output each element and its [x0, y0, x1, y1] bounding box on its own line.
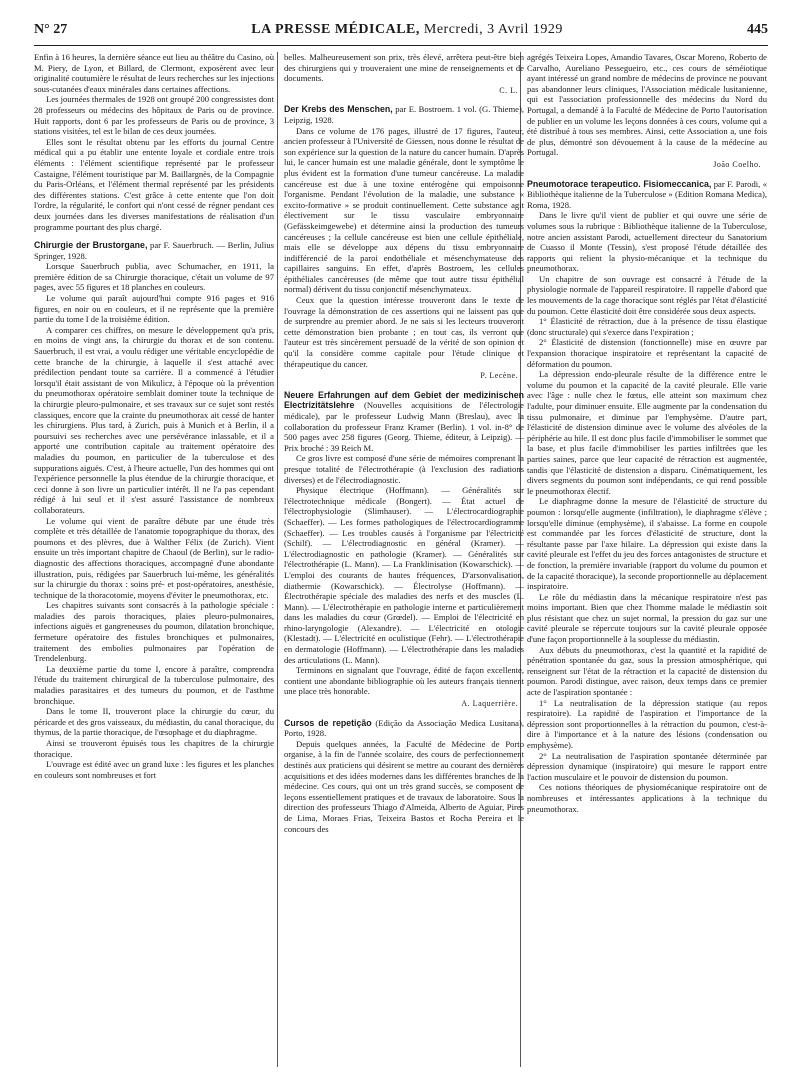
- paragraph: A comparer ces chiffres, on mesure le développement qu'a pris, en moins de vingt ans, la chirurgie du thorax et de son contenu. Sauerbruch, il est vrai, a voulu rédiger une véritable encyclopédie de cette branche de la chirurgie, à laquelle il s'est attaché avec prédilection pendant toute sa carrière. Il a commencé à l'étudier lorsqu'il était assistant de von Mikulicz, à l'époque où la prévention du pneumothorax opératoire semblait dominer toute la technique de la chirurgie pleuro-pulmonaire, et ses travaux sur ce sujet sont restés classiques, encore que la crainte du pneumothorax ait cessé de hanter les chirurgiens. Plus tard, à Zurich, puis à Munich et à Berlin, il a poursuivi ses recherches avec une persévérance inlassable, et il a apporté une contribution capitale au traitement opératoire des maladies du poumon, en particulier de la tuberculose et des suppurations aiguës. C'est, à l'heure actuelle, l'un des hommes qui ont l'expérience personnelle la plus étendue de la chirurgie thoracique, et ceci donne à son livre un particulier intérêt. Il ne l'a pas cependant rédigé à lui seul et il s'est assuré l'assistance de nombreux collaborateurs.: [34, 324, 274, 515]
- paragraph: Dans le livre qu'il vient de publier et qui ouvre une série de volumes sous la rubrique : Bibliothèque italienne de la Tuberculose, notre ancien assistant Parodi, actuellement directeur du Sanatorium de Cuasso il Monte (Tessin), s'est proposé l'étude détaillée des rapports qui relient la physio-mécanique et la technique du pneumothorax.: [527, 210, 767, 274]
- issue-date: Mercredi, 3 Avril 1929: [423, 22, 563, 37]
- signature: João Coelho.: [713, 159, 761, 169]
- paragraph: Physique électrique (Hoffmann). — Généralités sur l'électrotechnique médicale (Bongert). — État actuel de l'électrophysiologie (Slimhauser). — L'électrocardiographie (Schaeffer). — Les formes pathologiques de l'électrocardiogramme (Schaeffer). — Les troubles causés à l'organisme par l'électricité (Schilf). — L'électrodiagnostic en général (Kramer). — L'électrodiagnostic en pathologie (Kramer). — Généralités sur l'électrothérapie (L. Mann). — La Franklinisation (Kowarschick). — L'emploi des courants de hautes fréquences, D'arsonvalisation, diathermie (Kowarschick). — Électrolyse (Hoffmann). — Électrothérapie spéciale des maladies des nerfs et des muscles (L. Mann). — L'électrothérapie en pathologie interne et particulièrement dans les maladies du cœur (Grœdel). — Emploi de l'électricité en rhino-laryngologie (Alexandre). — L'électricité en otologie (Klestadt). — L'électricité en oculistique (Fehr). — L'électrothérapie en dermatologie (Hoffmann). — L'électrothérapie dans les maladies des articulations (L. Mann).: [284, 485, 524, 665]
- review-citation: par E. Bostroem. 1 vol. (G. Thieme), Leipzig, 1928.: [284, 104, 524, 125]
- paragraph: Ainsi se trouveront épuisés tous les chapitres de la chirurgie thoracique.: [34, 738, 274, 759]
- paragraph: Lorsque Sauerbruch publia, avec Schumacher, en 1911, la première édition de sa Chirurgie thoracique, c'était un volume de 97 pages, avec 55 figures et 18 planches en couleurs.: [34, 261, 274, 293]
- paragraph: 2° Élasticité de distension (fonctionnelle) mise en œuvre par l'expansion thoracique inspiratoire et représentant la capacité de déformation du poumon.: [527, 337, 767, 369]
- column-left: [34, 52, 274, 1062]
- paragraph: Aux débuts du pneumothorax, c'est la quantité et la rapidité de pénétration spontanée du gaz, sous la pression atmosphérique, qui renseignent sur l'état de la rétraction et la capacité de distension du poumon. Parodi distingue, avec raison, deux temps dans ce premier acte de l'aspiration spontanée :: [527, 644, 767, 698]
- paragraph: 2° La neutralisation de l'aspiration spontanée déterminée par dépression dynamique (inspiratoire) qui mesure le rapport entre l'action musculaire et le pouvoir de distension du poumon.: [527, 750, 767, 782]
- review-heading: [34, 240, 274, 261]
- column-right: [527, 52, 767, 1062]
- review-heading: [284, 390, 524, 454]
- column-middle: [284, 52, 524, 1062]
- paragraph: La deuxième partie du tome I, encore à paraître, comprendra l'étude du traitement chirurgical de la tuberculose pulmonaire, des maladies parasitaires et des tumeurs du poumon, et de l'asthme bronchique.: [34, 663, 274, 706]
- paragraph: Les chapitres suivants sont consacrés à la pathologie spéciale : maladies des parois thoraciques, plaies pleuro-pulmonaires, infections aiguës et gangreneuses du poumon, dilatation bronchique, fermeture opératoire des fistules bronchiques et pulmonaires, traitement des embolies pulmonaires par l'opération de Trendelenburg.: [34, 600, 274, 664]
- paragraph: Les journées thermales de 1928 ont groupé 200 congressistes dont 28 professeurs ou médecins des hôpitaux de Paris ou de province. Huit rapports, dont 6 par les professeurs de Paris ou de province, 3 stations visitées, tel est le bilan de ces deux journées.: [34, 94, 274, 137]
- signature: P. Lecène.: [480, 371, 518, 381]
- paragraph: La dépression endo-pleurale résulte de la différence entre le volume du poumon et la capacité de la cavité pleurale. Elle varie avec l'âge : nulle chez le fœtus, elle atteint son maximum chez l'adulte, pour diminuer ensuite. Elle augmente par la condensation du tissu pulmonaire, et diminue par l'emphysème. D'autre part, l'élasticité de distension diminue avec le volume des alvéoles de la périphérie au hile. Il est donc plus facile d'immobiliser le sommet que la base, et plus facile d'immobiliser les parties infiltrées que les parties saines, parce que leur capacité de rétraction est augmentée, tandis que l'élasticité de distension a disparu. Cinématiquement, les divers segments du poumon sont indépendants, ce qui rend possible le pneumothorax électif.: [527, 369, 767, 496]
- paragraph: Ces notions théoriques de physiomécanique respiratoire ont de nombreuses et intéressantes applications à la technique du pneumothorax.: [527, 782, 767, 814]
- journal-masthead: [251, 22, 563, 38]
- review-title: Cursos de repetição: [284, 717, 372, 728]
- paragraph: Un chapitre de son ouvrage est consacré à l'étude de la physiologie normale de l'appareil respiratoire. Il rappelle d'abord que les mouvements de la cage thoracique sont réglés par l'état d'élasticité du poumon. Cette élasticité doit être considérée sous deux aspects.: [527, 273, 767, 316]
- paragraph: Dans ce volume de 176 pages, illustré de 17 figures, l'auteur, ancien professeur à l'Université de Giessen, nous donne le résultat de son expérience sur la question de la nature du cancer humain. D'après lui, le cancer humain est une maladie générale, dont le symptôme le plus évident est la formation d'une tumeur cancéreuse. La maladie cancéreuse est due à une toxine entérogène qui empoisonne l'organisme. Pendant l'évolution de la maladie, une substance « excito-formative » se produit continuellement. Cette substance agit électivement sur le tissu vasculaire embryonnaire (Gefässkeimgewebe) et détermine ainsi la production des tumeurs cancéreuses ; la cellule cancéreuse est bien une cellule épithéliale, mais elle se développe aux dépens du tissu embryonnaire indifférencié de la paroi endothéliale et mésenchymateuse des capillaires sanguins. En effet, d'après Bostroem, les cellules épithéliales cancéreuses (de même que tout autre tissu épithélial normal) dérivent du tissu conjonctif mésenchymateux.: [284, 125, 524, 295]
- paragraph: Le rôle du médiastin dans la mécanique respiratoire n'est pas moins important. Bien que chez l'homme malade le médiastin soit plus résistant que chez un sujet normal, la pression du gaz sur une cavité pleurale se répercute toujours sur la cavité pleurale opposée d'une façon proportionnelle à la souplesse du médiastin.: [527, 591, 767, 645]
- review-title: Der Krebs des Menschen,: [284, 104, 393, 115]
- review-heading: [284, 718, 524, 739]
- journal-title: LA PRESSE MÉDICALE,: [251, 22, 420, 37]
- header-rule: [34, 45, 768, 46]
- review-citation: (Nouvelles acquisitions de l'électrologie médicale), par le professeur Ludwig Mann (Breslau), avec la collaboration du professeur Franz Kramer (Berlin). 1 vol. in-8° de 500 pages avec 258 figures (Georg. Thieme, éditeur, à Leipzig). — Prix broché : 39 Reich M.: [284, 400, 524, 453]
- review-heading: [527, 179, 767, 211]
- paragraph: Le volume qui paraît aujourd'hui compte 916 pages et 916 figures, en noir ou en couleurs, et il ne représente que la première partie du tome I de la troisième édition.: [34, 293, 274, 325]
- paragraph: Enfin à 16 heures, la dernière séance eut lieu au théâtre du Casino, où M. Piery, de Lyon, et Billard, de Clermont, exposèrent avec leur originalité coutumière le résultat de leurs recherches sur les injections sous-cutanées d'eaux minérales dans certaines affections.: [34, 52, 274, 94]
- paragraph: Le diaphragme donne la mesure de l'élasticité de structure du poumon : lorsqu'elle augmente (infiltration), le diaphragme s'élève ; lorsqu'elle diminue (emphysème), il s'abaisse. La forme en coupole est commandée par les forces d'élasticité de structure, dont la résultante passe par l'axe hilaire. La dépression qui existe dans la cavité pleurale est l'effet du jeu des forces antagonistes de structure et de fonction, la première invariable (rapport du volume du poumon et de la capacité thoracique), la seconde proportionnelle au déplacement inspiratoire.: [527, 496, 767, 592]
- paragraph: Terminons en signalant que l'ouvrage, édité de façon excellente, contient une abondante bibliographie où les auteurs français tiennent une place très honorable.: [284, 665, 524, 697]
- paragraph: 1° Élasticité de rétraction, due à la présence de tissu élastique (donc structurale) qui s'exerce dans l'expiration ;: [527, 316, 767, 337]
- paragraph: Ceux que la question intéresse trouveront dans le texte de l'ouvrage la démonstration de ces assertions qui ne laissent pas que de surprendre au premier abord. Je ne sais si les lecteurs trouveront cette démonstration bien probante ; en tout cas, ils verront que l'auteur est très sincèrement persuadé de la vérité de son opinion et qu'il la considère comme capitale pour l'étude clinique et thérapeutique du cancer.: [284, 295, 524, 369]
- paragraph: Le volume qui vient de paraître débute par une étude très complète et très détaillée de l'anatomie topographique du thorax, des poumons et des plèvres, due à Walther Félix (de Zurich). Vient ensuite un très important chapitre de Chaoul (de Berlin), sur le radio-diagnostic des affections thoraciques, accompagné d'une abondante illustration, puis, rédigées par Sauerbruch lui-même, les généralités sur la chirurgie du thorax : soins pré- et post-opératoires, anesthésie, technique de la thoracotomie, moyens d'éviter le pneumothorax, etc.: [34, 515, 274, 600]
- paragraph: Dans le tome II, trouveront place la chirurgie du cœur, du péricarde et des gros vaisseaux, du médiastin, du canal thoracique, du thymus, de la partie thoracique, de l'œsophage et du diaphragme.: [34, 706, 274, 738]
- paragraph: belles. Malheureusement son prix, très élevé, arrêtera peut-être bien des chirurgiens qui y trouveraient une mine de renseignements et de documents.: [284, 52, 524, 84]
- review-title: Neuere Erfahrungen auf dem Gebiet der medizinischen Electrizitätslehre: [284, 389, 524, 411]
- review-citation: (Edição da Associação Medica Lusitana), Porto, 1928.: [284, 717, 524, 739]
- paragraph: L'ouvrage est édité avec un grand luxe : les figures et les planches en couleurs sont nombreuses et fort: [34, 759, 274, 780]
- issue-number: N° 27: [34, 22, 68, 37]
- paragraph: 1° La neutralisation de la dépression statique (au repos respiratoire). La rapidité de l'aspiration et l'importance de la dépression sont proportionnelles à la rétraction du poumon, c'est-à-dire à l'importance et à la nature des lésions (condensation ou emphysème).: [527, 697, 767, 750]
- column-divider: [277, 52, 278, 1067]
- page-header: [34, 22, 768, 44]
- paragraph: agrégés Teixeira Lopes, Amandio Tavares, Oscar Moreno, Roberto de Carvalho, Aureliano Pessegueiro, etc., ces cours de séméiotique ayant intéressé un grand nombre de médecins de province ne pouvant pas abandonner leurs cliniques, l'Association médicale lusitanienne, qui est l'association professionnelle des médecins du Nord du Portugal, a demandé à la Faculté de Médecine de Porto l'autorisation de publier en un volume les leçons données à ces cours, volume qui a été distribué à tous ses membres. Ainsi, cette Association a, une fois de plus, démontré son dévouement à la cause de la médecine au Portugal.: [527, 52, 767, 158]
- review-citation: par F. Sauerbruch. — Berlin, Julius Springer, 1928.: [34, 240, 274, 261]
- signature: C. L.: [499, 85, 518, 95]
- page-number: 445: [746, 22, 768, 37]
- review-citation: par F. Parodi, « Bibliothèque italienne de la Tuberculose » (Edition Romana Medica), Roma, 1928.: [527, 178, 767, 210]
- review-title: Pneumotorace terapeutico. Fisiomeccanica,: [527, 178, 712, 189]
- paragraph: Depuis quelques années, la Faculté de Médecine de Porto organise, à la fin de l'année scolaire, des cours de perfectionnement destinés aux praticiens qui désirent se mettre au courant des dernières acquisitions et des idées modernes dans les différentes branches de la médecine. Ces cours, qui ont un très grand succès, se composent de leçons essentiellement pratiques et de travaux de laboratoire. Sous la direction des professeurs Thiago d'Almeida, Alberto de Aguiar, Pires de Lima, Moraes Frias, Teixeira Bastos et Rocha Pereira et le concours des: [284, 738, 524, 834]
- paragraph: Elles sont le résultat obtenu par les efforts du journal Centre médical qui a pu établir une entente loyale et cordiale entre trois éléments : l'élément scientifique représenté par le professeur Castaigne, l'élément touristique par M. Baillargnès, de la Compagnie du Paris-Orléans, et l'élément thermal représenté par les présidents des différentes stations. C'est grâce à cette entente que l'on doit l'ordre, la régularité, le confort qui n'ont cessé de régner pendant ces deux journées dans les diverses manifestations de réalisation d'un programme pourtant des plus chargé.: [34, 136, 274, 232]
- review-heading: [284, 104, 524, 125]
- paragraph: Ce gros livre est composé d'une série de mémoires comprenant la presque totalité de l'électrothérapie (à l'exclusion des radiations diverses) et de l'électrodiagnostic.: [284, 453, 524, 485]
- signature: A. Laquerrière.: [461, 699, 518, 709]
- review-title: Chirurgie der Brustorgane,: [34, 240, 148, 251]
